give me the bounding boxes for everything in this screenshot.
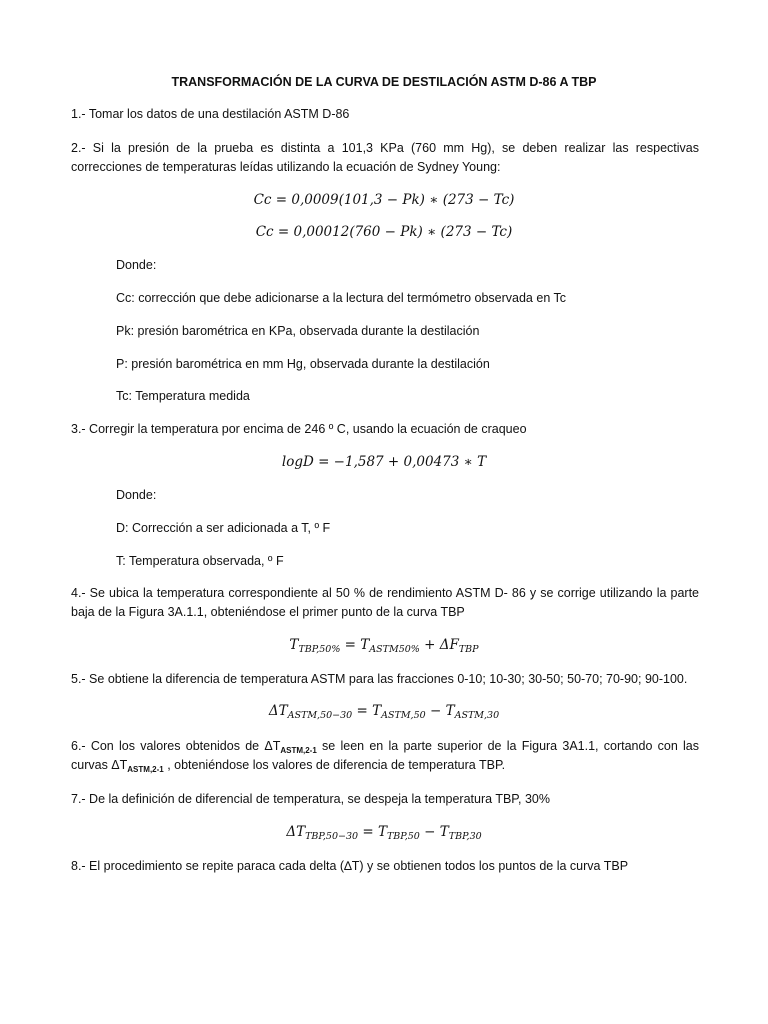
step-6 — [71, 737, 699, 775]
step-6-text-b: se leen en la parte superior de la Figura 3A1.1, cortando con las curvas ΔT — [71, 739, 700, 772]
step-4: 4.- Se ubica la temperatura correspondiente al 50 % de rendimiento ASTM D- 86 y se corrige utilizando la parte baja de la Figura 3A.1.1, obteniéndose el primer punto de la curva TBP — [71, 586, 699, 619]
equation-craqueo: logD = −1,587 + 0,00473 ∗ T — [281, 454, 487, 470]
equation-sydney-young-kpa — [0, 191, 768, 210]
definition-p: P: presión barométrica en mm Hg, observada durante la destilación — [116, 357, 490, 371]
eq5-sub2: ASTM,50 — [381, 710, 426, 721]
donde-label: Donde: — [116, 258, 157, 272]
eq1-lhs: Cc — [253, 192, 272, 208]
donde-label-2: Donde: — [116, 488, 157, 502]
step-1: 1.- Tomar los datos de una destilación ASTM D-86 — [71, 107, 350, 121]
eq5-term: ΔT — [268, 703, 288, 719]
eq4-term: T — [289, 637, 299, 653]
eq6-term: ΔT — [286, 824, 306, 840]
step-6-sub-2: ASTM,2-1 — [127, 765, 164, 774]
eq6-mid: = T — [358, 824, 387, 840]
definition-t: T: Temperatura observada, º F — [116, 554, 284, 568]
step-6-sub-1: ASTM,2-1 — [280, 746, 317, 755]
eq4-sub2: ASTM50% — [369, 644, 420, 655]
eq4-mid: = T — [340, 637, 370, 653]
eq2-rest: = 0,00012(760 − Pk) ∗ (273 − Tc) — [273, 224, 513, 240]
eq5-mid: = T — [352, 703, 382, 719]
eq6-sub2: TBP,50 — [386, 831, 420, 842]
definition-d: D: Corrección a ser adicionada a T, º F — [116, 521, 331, 535]
definition-tc: Tc: Temperatura medida — [116, 389, 250, 403]
step-6-text-c: , obteniéndose los valores de diferencia de temperatura TBP. — [163, 758, 506, 772]
eq5-mid2: − T — [425, 703, 455, 719]
definition-cc: Cc: corrección que debe adicionarse a la lectura del termómetro observada en Tc — [116, 291, 567, 305]
equation-delta-astm — [0, 702, 768, 721]
step-8: 8.- El procedimiento se repite paraca cada delta (∆T) y se obtienen todos los puntos de la curva TBP — [71, 859, 629, 873]
step-2: 2.- Si la presión de la prueba es distinta a 101,3 KPa (760 mm Hg), se deben realizar las respectivas correcciones de temperaturas leídas utilizando la ecuación de Sydney Young: — [71, 141, 699, 174]
eq2-lhs: Cc — [255, 224, 274, 240]
eq4-mid2: + ΔF — [419, 637, 459, 653]
equation-delta-tbp — [0, 823, 768, 842]
eq4-sub3: TBP — [458, 644, 479, 655]
step-3: 3.- Corregir la temperatura por encima de 246 º C, usando la ecuación de craqueo — [71, 422, 527, 436]
definition-pk: Pk: presión barométrica en KPa, observada durante la destilación — [116, 324, 480, 338]
equation-sydney-young-mmhg — [0, 223, 768, 242]
eq6-mid2: − T — [419, 824, 449, 840]
step-5: 5.- Se obtiene la diferencia de temperatura ASTM para las fracciones 0-10; 10-30; 30-50; 50-70; 70-90; 90-100. — [71, 672, 688, 686]
document-title: TRANSFORMACIÓN DE LA CURVA DE DESTILACIÓN ASTM D-86 A TBP — [171, 75, 597, 89]
eq6-sub3: TBP,30 — [448, 831, 482, 842]
step-6-text-a: 6.- Con los valores obtenidos de ΔT — [71, 739, 281, 753]
eq1-rest: = 0,0009(101,3 − Pk) ∗ (273 − Tc) — [271, 192, 515, 208]
eq6-sub1: TBP,50−30 — [305, 831, 359, 842]
step-7: 7.- De la definición de diferencial de temperatura, se despeja la temperatura TBP, 30% — [71, 792, 550, 806]
equation-tbp-50 — [0, 636, 768, 655]
eq5-sub3: ASTM,30 — [454, 710, 500, 721]
eq4-sub1: TBP,50% — [298, 644, 341, 655]
eq5-sub1: ASTM,50−30 — [287, 710, 353, 721]
